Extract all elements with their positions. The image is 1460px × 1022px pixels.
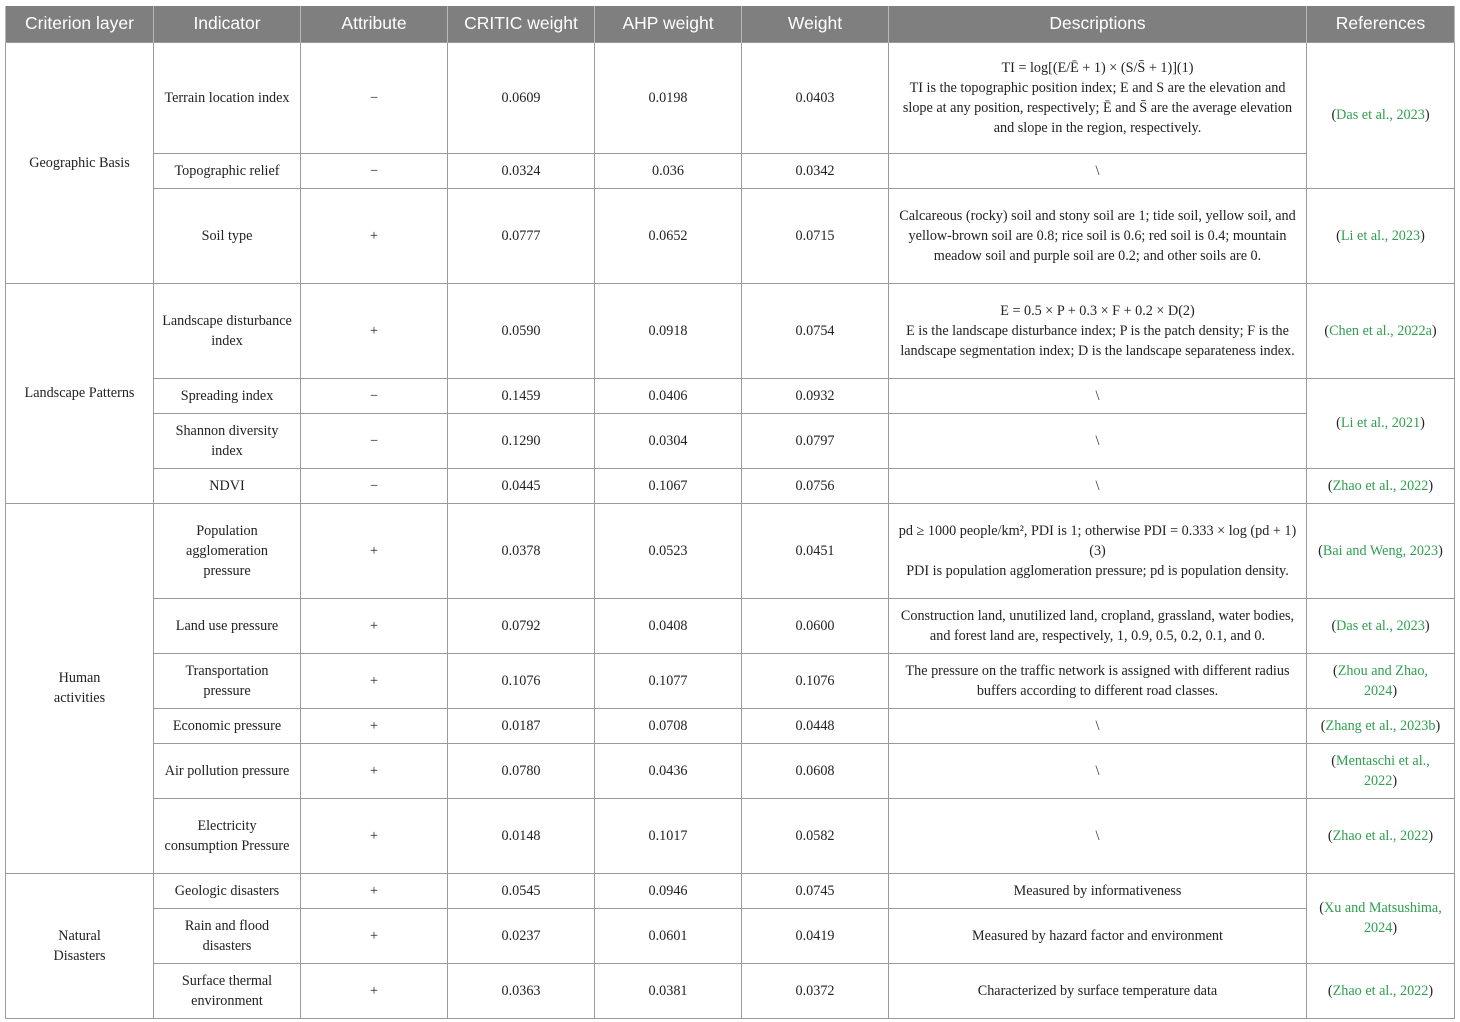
attribute-cell: + [301,708,448,743]
critic-weight-cell: 0.0148 [448,798,595,873]
critic-weight-cell: 0.0777 [448,188,595,283]
reference-cell: (Xu and Matsushima, 2024) [1307,873,1455,963]
header-indicator: Indicator [154,6,301,42]
attribute-cell: + [301,188,448,283]
description-cell [889,42,1307,153]
indicator-cell: Economic pressure [154,708,301,743]
header-attribute: Attribute [301,6,448,42]
citation-link[interactable]: Das et al., 2023 [1336,617,1425,634]
description-text: TI is the topographic position index; E and S are the elevation and slope at any position, respectively; Ē and S̄ are the average elevation and slope in the region, respectively. [902,79,1293,136]
indicator-cell: Land use pressure [154,598,301,653]
weight-cell: 0.0403 [742,42,889,153]
ahp-weight-cell: 0.0601 [595,908,742,963]
attribute-cell: + [301,963,448,1018]
weight-cell: 0.0754 [742,283,889,378]
indicator-cell: Landscape disturbance index [154,283,301,378]
ahp-weight-cell: 0.0406 [595,378,742,413]
indicator-cell: Terrain location index [154,42,301,153]
table-row [6,798,1455,873]
attribute-cell: + [301,743,448,798]
critic-weight-cell: 0.0378 [448,503,595,598]
citation-link[interactable]: Das et al., 2023 [1336,107,1425,123]
reference-cell: (Das et al., 2023) [1307,598,1455,653]
attribute-cell: + [301,798,448,873]
critic-weight-cell: 0.0792 [448,598,595,653]
critic-weight-cell: 0.0237 [448,908,595,963]
citation-link[interactable]: Zhang et al., 2023b [1325,717,1436,734]
indicator-cell: Topographic relief [154,153,301,188]
header-ahp-weight: AHP weight [595,6,742,42]
table-row [6,708,1455,743]
table-row [6,743,1455,798]
critic-weight-cell: 0.0363 [448,963,595,1018]
indicator-cell: Population agglomeration pressure [154,503,301,598]
header-row [6,6,1455,42]
reference-cell: (Zhao et al., 2022) [1307,798,1455,873]
description-cell [889,283,1307,378]
description-text: PDI is population agglomeration pressure; pd is population density. [906,562,1289,579]
critic-weight-cell: 0.0324 [448,153,595,188]
ahp-weight-cell: 0.0436 [595,743,742,798]
description-cell: \ [889,468,1307,503]
ahp-weight-cell: 0.0408 [595,598,742,653]
critic-weight-cell: 0.0780 [448,743,595,798]
table-row [6,283,1455,378]
header-criterion-layer: Criterion layer [6,6,154,42]
criterion-geographic-basis: Geographic Basis [6,42,154,283]
reference-cell: (Mentaschi et al., 2022) [1307,743,1455,798]
ahp-weight-cell: 0.1077 [595,653,742,708]
weight-cell: 0.0342 [742,153,889,188]
critic-weight-cell: 0.0445 [448,468,595,503]
citation-link[interactable]: Zhou and Zhao, 2024 [1337,662,1428,699]
description-cell: \ [889,708,1307,743]
attribute-cell: − [301,42,448,153]
reference-cell: (Chen et al., 2022a) [1307,283,1455,378]
description-text: E is the landscape disturbance index; P is the patch density; F is the landscape segmentation index; D is the landscape separateness index. [900,322,1295,359]
weight-cell: 0.0756 [742,468,889,503]
critic-weight-cell: 0.1459 [448,378,595,413]
reference-cell: (Li et al., 2021) [1307,378,1455,468]
indicator-cell: Geologic disasters [154,873,301,908]
weight-cell: 0.0600 [742,598,889,653]
header-descriptions: Descriptions [889,6,1307,42]
table-row [6,653,1455,708]
table-row [6,153,1455,188]
attribute-cell: + [301,283,448,378]
critic-weight-cell: 0.0187 [448,708,595,743]
ahp-weight-cell: 0.0918 [595,283,742,378]
attribute-cell: − [301,153,448,188]
ahp-weight-cell: 0.0946 [595,873,742,908]
description-cell: Calcareous (rocky) soil and stony soil are 1; tide soil, yellow soil, and yellow-brown soil are 0.8; rice soil is 0.6; red soil is 0.4; mountain meadow soil and purple soil are 0.2; and other soils are 0. [889,188,1307,283]
indicator-cell: Soil type [154,188,301,283]
header-weight: Weight [742,6,889,42]
citation-link[interactable]: Zhao et al., 2022 [1332,477,1429,494]
reference-cell: (Zhao et al., 2022) [1307,963,1455,1018]
table-row [6,503,1455,598]
table-row [6,42,1455,153]
reference-cell: (Zhao et al., 2022) [1307,468,1455,503]
reference-cell: (Li et al., 2023) [1307,188,1455,283]
ahp-weight-cell: 0.0523 [595,503,742,598]
attribute-cell: − [301,468,448,503]
formula-pdi: pd ≥ 1000 people/km², PDI is 1; otherwise PDI = 0.333 × log (pd + 1)(3) [898,522,1297,559]
ahp-weight-cell: 0.0304 [595,413,742,468]
weight-cell: 0.0608 [742,743,889,798]
citation-link[interactable]: Li et al., 2023 [1340,227,1421,244]
ahp-weight-cell: 0.0381 [595,963,742,1018]
header-critic-weight: CRITIC weight [448,6,595,42]
weight-cell: 0.0715 [742,188,889,283]
table-row [6,598,1455,653]
weight-cell: 0.0419 [742,908,889,963]
table-row [6,378,1455,413]
citation-link[interactable]: Mentaschi et al., 2022 [1335,752,1430,789]
table-row [6,873,1455,908]
citation-link[interactable]: Li et al., 2021 [1340,415,1421,431]
citation-link[interactable]: Zhao et al., 2022 [1332,827,1429,844]
critic-weight-cell: 0.1076 [448,653,595,708]
table-row [6,413,1455,468]
weight-cell: 0.0797 [742,413,889,468]
indicator-cell: NDVI [154,468,301,503]
description-cell: Characterized by surface temperature data [889,963,1307,1018]
ahp-weight-cell: 0.0198 [595,42,742,153]
attribute-cell: + [301,873,448,908]
critic-weight-cell: 0.0590 [448,283,595,378]
reference-cell: (Das et al., 2023) [1307,42,1455,188]
table-row [6,963,1455,1018]
citation-link[interactable]: Zhao et al., 2022 [1332,982,1429,999]
reference-cell: (Zhou and Zhao, 2024) [1307,653,1455,708]
ahp-weight-cell: 0.1067 [595,468,742,503]
criteria-table [5,6,1455,1019]
critic-weight-cell: 0.0609 [448,42,595,153]
description-cell: Measured by informativeness [889,873,1307,908]
description-cell: The pressure on the traffic network is assigned with different radius buffers according to different road classes. [889,653,1307,708]
criterion-natural-disasters: Natural Disasters [6,873,154,1018]
weight-cell: 0.0451 [742,503,889,598]
indicator-cell: Transportation pressure [154,653,301,708]
indicator-cell: Rain and flood disasters [154,908,301,963]
weight-cell: 0.0745 [742,873,889,908]
criterion-landscape-patterns: Landscape Patterns [6,283,154,503]
ahp-weight-cell: 0.0708 [595,708,742,743]
ahp-weight-cell: 0.036 [595,153,742,188]
description-cell: \ [889,413,1307,468]
weight-cell: 0.0932 [742,378,889,413]
critic-weight-cell: 0.0545 [448,873,595,908]
formula-terrain-index: TI = log[(E/Ē + 1) × (S/S̄ + 1)](1) [1001,59,1194,76]
description-cell [889,503,1307,598]
reference-cell: (Zhang et al., 2023b) [1307,708,1455,743]
ahp-weight-cell: 0.0652 [595,188,742,283]
attribute-cell: + [301,908,448,963]
attribute-cell: − [301,378,448,413]
weight-cell: 0.0448 [742,708,889,743]
attribute-cell: + [301,653,448,708]
indicator-cell: Air pollution pressure [154,743,301,798]
description-cell: \ [889,743,1307,798]
indicator-cell: Spreading index [154,378,301,413]
attribute-cell: + [301,503,448,598]
ahp-weight-cell: 0.1017 [595,798,742,873]
table-row [6,468,1455,503]
indicator-cell: Shannon diversity index [154,413,301,468]
description-cell: \ [889,378,1307,413]
description-cell: Measured by hazard factor and environment [889,908,1307,963]
table-row [6,188,1455,283]
table-row [6,908,1455,963]
description-cell: Construction land, unutilized land, cropland, grassland, water bodies, and forest land are, respectively, 1, 0.9, 0.5, 0.2, 0.1, and 0. [889,598,1307,653]
indicator-cell: Electricity consumption Pressure [154,798,301,873]
indicator-cell: Surface thermal environment [154,963,301,1018]
weight-cell: 0.1076 [742,653,889,708]
citation-link[interactable]: Chen et al., 2022a [1329,322,1432,339]
citation-link[interactable]: Xu and Matsushima, 2024 [1323,900,1442,936]
critic-weight-cell: 0.1290 [448,413,595,468]
description-cell: \ [889,798,1307,873]
description-cell: \ [889,153,1307,188]
header-references: References [1307,6,1455,42]
attribute-cell: − [301,413,448,468]
citation-link[interactable]: Bai and Weng, 2023 [1322,542,1439,559]
criterion-human-activities: Human activities [6,503,154,873]
attribute-cell: + [301,598,448,653]
reference-cell: (Bai and Weng, 2023) [1307,503,1455,598]
formula-disturbance-index: E = 0.5 × P + 0.3 × F + 0.2 × D(2) [1000,302,1195,319]
weight-cell: 0.0582 [742,798,889,873]
weight-cell: 0.0372 [742,963,889,1018]
